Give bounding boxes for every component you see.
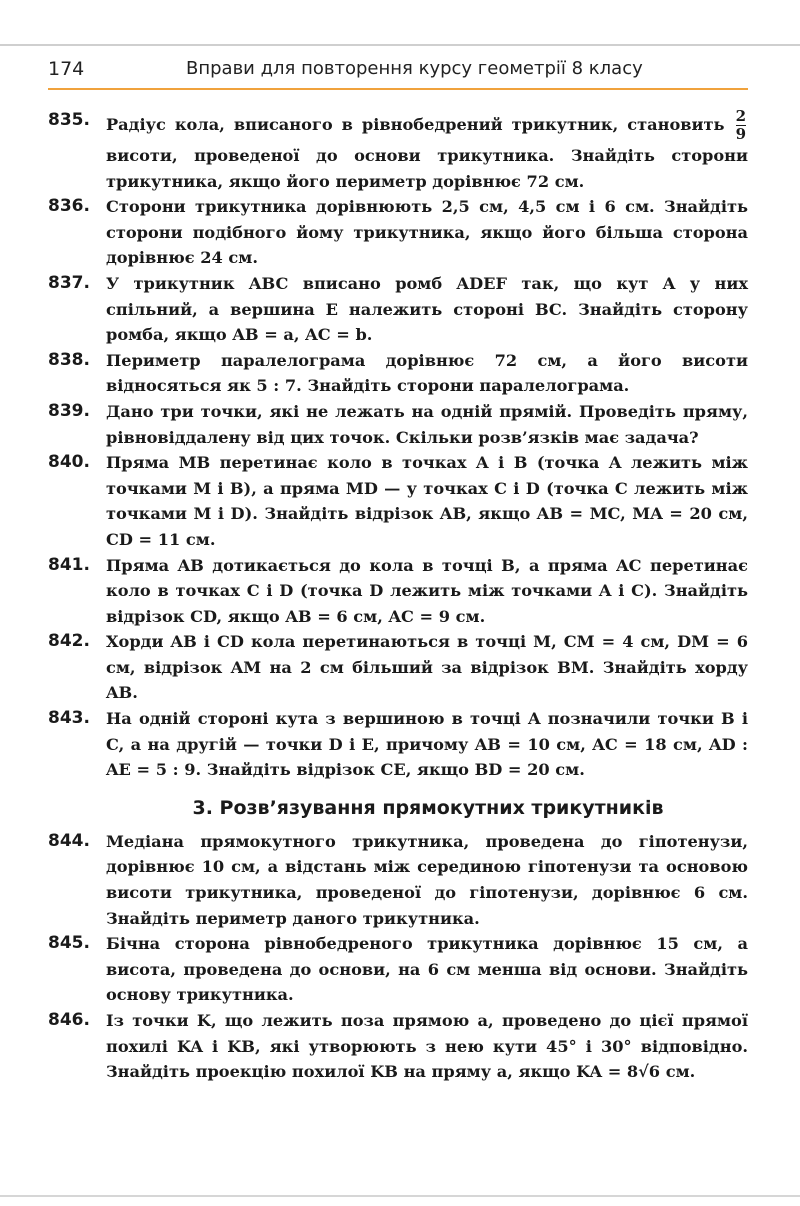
bottom-divider <box>0 1195 800 1197</box>
exercise-text: У трикутник ABC вписано ромб ADEF так, що кут A у них спільний, а вершина E належить стороні BC. Знайдіть сторону ромба, якщо AB = a, AC = b. <box>106 273 748 345</box>
exercise-text: Із точки K, що лежить поза прямою a, проведено до цієї прямої похилі KA і KB, які утворюють з нею кути 45° і 30° відповідно. Знайдіть проекцію похилої KB на пряму a, якщо KA = 8√6 см. <box>106 1011 748 1082</box>
header-rule <box>48 88 748 90</box>
exercise-number: 836. <box>48 196 90 217</box>
page-content <box>48 108 748 1085</box>
exercise-text: На одній стороні кута з вершиною в точці A позначили точки B і C, а на другій — точки D і E, причому AB = 10 см, AC = 18 см, AD : AE = 5 : 9. Знайдіть відрізок CE, якщо BD = 20 см. <box>106 709 748 780</box>
exercise-number: 840. <box>48 452 90 473</box>
exercise-text: Медіана прямокутного трикутника, проведена до гіпотенузи, дорівнює 10 см, а відстань між серединою гіпотенузи та основою висоти трикутника, проведеної до гіпотенузи, дорівнює 6 см. Знайдіть периметр даного трикутника. <box>106 831 748 928</box>
exercise-844 <box>48 829 748 931</box>
exercise-text: Хорди AB і CD кола перетинаються в точці M, CM = 4 см, DM = 6 см, відрізок AM на 2 см більший за відрізок BM. Знайдіть хорду AB. <box>106 632 748 703</box>
exercise-number: 845. <box>48 933 90 954</box>
exercise-842 <box>48 629 748 706</box>
exercise-text: Радіус кола, вписаного в рівнобедрений трикутник, становить <box>106 115 725 134</box>
exercise-number: 842. <box>48 631 90 652</box>
fraction <box>736 108 746 143</box>
page-header <box>48 56 758 86</box>
exercise-845 <box>48 931 748 1008</box>
exercise-text: Периметр паралелограма дорівнює 72 см, а його висоти відносяться як 5 : 7. Знайдіть сторони паралелограма. <box>106 350 748 396</box>
exercise-text: висоти, проведеної до основи трикутника. Знайдіть сторони трикутника, якщо його периметр дорівнює 72 см. <box>106 146 748 191</box>
exercise-text: Дано три точки, які не лежать на одній прямій. Проведіть пряму, рівновіддалену від цих точок. Скільки розв’язків має задача? <box>106 401 748 447</box>
fraction-numerator: 2 <box>735 107 746 125</box>
exercise-number: 844. <box>48 830 90 851</box>
exercise-835 <box>48 108 748 194</box>
exercise-843 <box>48 706 748 783</box>
section-title: 3. Розв’язування прямокутних трикутників <box>192 796 664 819</box>
running-title: Вправи для повторення курсу геометрії 8 класу <box>186 58 643 79</box>
exercise-number: 841. <box>48 554 90 575</box>
exercise-number: 837. <box>48 272 90 293</box>
exercise-836 <box>48 194 748 271</box>
top-divider <box>0 44 800 46</box>
exercise-846 <box>48 1008 748 1085</box>
exercise-838 <box>48 348 748 399</box>
exercise-text: Пряма AB дотикається до кола в точці B, а пряма AC перетинає коло в точках C і D (точка D лежить між точками A і C). Знайдіть відрізок CD, якщо AB = 6 см, AC = 9 см. <box>106 555 748 626</box>
page-number: 174 <box>48 58 85 80</box>
exercise-text: Сторони трикутника дорівнюють 2,5 см, 4,5 см і 6 см. Знайдіть сторони подібного йому трикутника, якщо його більша сторона дорівнює 24 см. <box>106 197 748 268</box>
exercise-number: 835. <box>48 110 90 130</box>
exercise-841 <box>48 553 748 630</box>
exercise-number: 838. <box>48 349 90 370</box>
exercise-text: Пряма MB перетинає коло в точках A і B (точка A лежить між точками M і B), а пряма MD — у точках C і D (точка C лежить між точками M і D). Знайдіть відрізок AB, якщо AB = MC, MA = 20 см, CD = 11 см. <box>106 453 748 549</box>
fraction-denominator: 9 <box>735 125 746 143</box>
exercise-840 <box>48 450 748 552</box>
exercise-number: 839. <box>48 400 90 421</box>
exercise-text: Бічна сторона рівнобедреного трикутника дорівнює 15 см, а висота, проведена до основи, на 6 см менша від основи. Знайдіть основу трикутника. <box>106 934 748 1005</box>
exercise-number: 843. <box>48 708 90 729</box>
exercise-number: 846. <box>48 1010 90 1030</box>
exercise-839 <box>48 399 748 450</box>
exercise-837 <box>48 271 748 348</box>
